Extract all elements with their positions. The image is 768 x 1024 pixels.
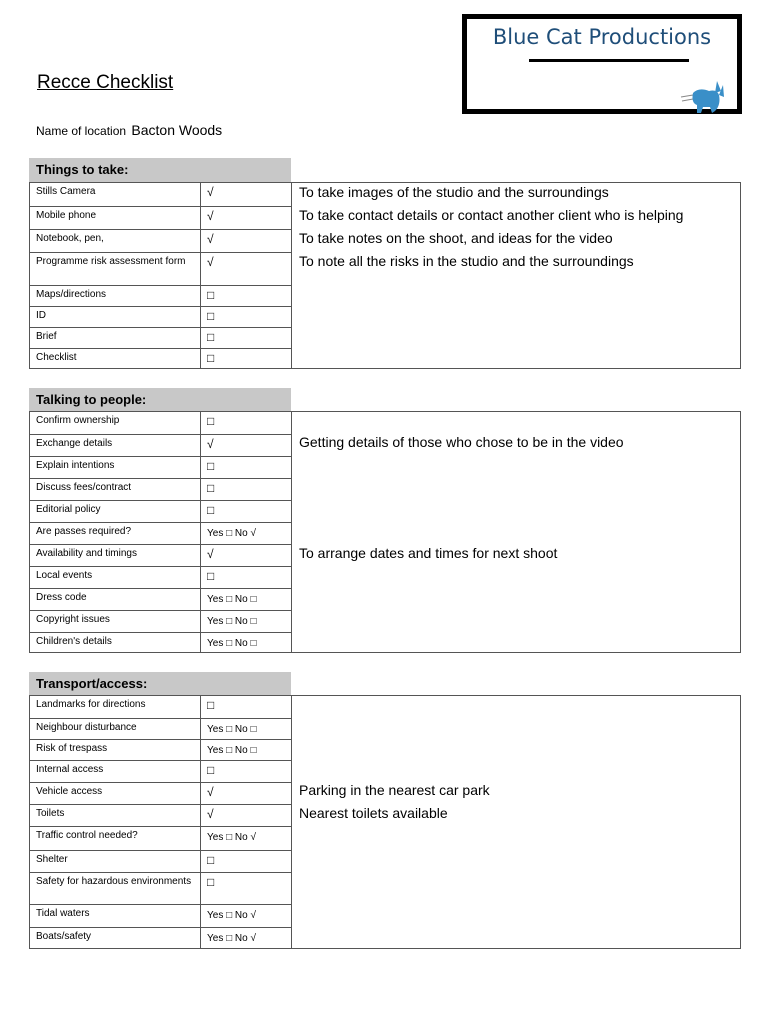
item-mark[interactable]: □ [201,479,292,500]
location-line [36,122,222,138]
item-mark[interactable]: √ [201,230,292,252]
item-label: Programme risk assessment form [30,253,201,285]
table-row [30,782,292,804]
item-mark[interactable]: Yes □ No □ [201,589,292,610]
checklist-table [29,695,741,949]
table-row [30,183,292,206]
table-row [30,566,292,588]
item-label: Editorial policy [30,501,201,522]
table-row [30,500,292,522]
table-row [30,348,292,369]
item-mark[interactable]: Yes □ No √ [201,827,292,850]
location-label: Name of location [36,124,127,138]
section-things-to-take [29,158,741,369]
item-label: Maps/directions [30,286,201,306]
item-label: Discuss fees/contract [30,479,201,500]
item-label: Mobile phone [30,207,201,229]
item-mark[interactable]: □ [201,851,292,872]
note-text: To arrange dates and times for next shoot [299,545,558,561]
table-row [30,456,292,478]
item-label: Safety for hazardous environments [30,873,201,904]
section-transport-access [29,672,741,949]
item-mark[interactable]: □ [201,286,292,306]
table-row [30,306,292,327]
checklist-table [29,411,741,653]
table-row [30,610,292,632]
table-row [30,927,292,949]
item-label: ID [30,307,201,327]
table-row [30,478,292,500]
item-label: Dress code [30,589,201,610]
location-value: Bacton Woods [131,122,223,138]
item-label: Are passes required? [30,523,201,544]
item-label: Local events [30,567,201,588]
item-label: Notebook, pen, [30,230,201,252]
item-label: Landmarks for directions [30,696,201,718]
section-heading: Talking to people: [29,388,291,412]
item-mark[interactable]: √ [201,435,292,456]
table-row [30,285,292,306]
item-label: Exchange details [30,435,201,456]
item-mark[interactable]: √ [201,207,292,229]
table-row [30,544,292,566]
table-row [30,252,292,285]
table-row [30,850,292,872]
item-label: Boats/safety [30,928,201,949]
item-mark[interactable]: □ [201,307,292,327]
page-title: Recce Checklist [37,72,174,93]
table-row [30,696,292,718]
table-row [30,739,292,760]
item-label: Stills Camera [30,183,201,206]
table-row [30,588,292,610]
item-mark[interactable]: Yes □ No √ [201,523,292,544]
checklist-table [29,182,741,369]
note-text: To take notes on the shoot, and ideas for the video [299,230,613,246]
item-label: Availability and timings [30,545,201,566]
item-mark[interactable]: □ [201,761,292,782]
section-heading: Things to take: [29,158,291,182]
item-mark[interactable]: √ [201,805,292,826]
item-mark[interactable]: Yes □ No □ [201,719,292,739]
note-text: To take images of the studio and the surroundings [299,184,609,200]
item-label: Tidal waters [30,905,201,927]
item-label: Explain intentions [30,457,201,478]
item-label: Copyright issues [30,611,201,632]
item-mark[interactable]: □ [201,412,292,434]
table-row [30,760,292,782]
note-text: Nearest toilets available [299,805,448,821]
item-label: Shelter [30,851,201,872]
item-label: Toilets [30,805,201,826]
item-mark[interactable]: □ [201,457,292,478]
item-mark[interactable]: √ [201,183,292,206]
table-row [30,826,292,850]
note-text: Getting details of those who chose to be in the video [299,434,624,450]
table-row [30,206,292,229]
table-row [30,434,292,456]
item-label: Risk of trespass [30,740,201,760]
item-label: Children's details [30,633,201,653]
note-text: To take contact details or contact another client who is helping [299,207,684,223]
item-mark[interactable]: □ [201,328,292,348]
item-label: Brief [30,328,201,348]
table-row [30,327,292,348]
item-label: Vehicle access [30,783,201,804]
item-label: Traffic control needed? [30,827,201,850]
table-row [30,412,292,434]
item-mark[interactable]: √ [201,253,292,285]
item-mark[interactable]: Yes □ No □ [201,611,292,632]
item-label: Checklist [30,349,201,369]
item-mark[interactable]: Yes □ No □ [201,633,292,653]
table-row [30,804,292,826]
note-text: To note all the risks in the studio and the surroundings [299,253,634,269]
note-text: Parking in the nearest car park [299,782,490,798]
table-row [30,872,292,904]
item-mark[interactable]: √ [201,783,292,804]
brand-divider [529,59,689,62]
blue-cat-icon [679,75,725,115]
item-mark[interactable]: √ [201,545,292,566]
section-talking-to-people [29,388,741,653]
item-mark[interactable]: Yes □ No √ [201,928,292,949]
item-mark[interactable]: □ [201,696,292,718]
item-mark[interactable]: Yes □ No √ [201,905,292,927]
table-row [30,229,292,252]
item-label: Internal access [30,761,201,782]
item-mark[interactable]: Yes □ No □ [201,740,292,760]
section-heading: Transport/access: [29,672,291,696]
table-row [30,632,292,653]
item-label: Neighbour disturbance [30,719,201,739]
table-row [30,718,292,739]
item-label: Confirm ownership [30,412,201,434]
item-mark[interactable]: □ [201,873,292,904]
brand-name: Blue Cat Productions [492,25,712,49]
table-row [30,904,292,927]
table-row [30,522,292,544]
item-mark[interactable]: □ [201,349,292,369]
item-mark[interactable]: □ [201,567,292,588]
brand-logo-box [462,14,742,114]
item-mark[interactable]: □ [201,501,292,522]
